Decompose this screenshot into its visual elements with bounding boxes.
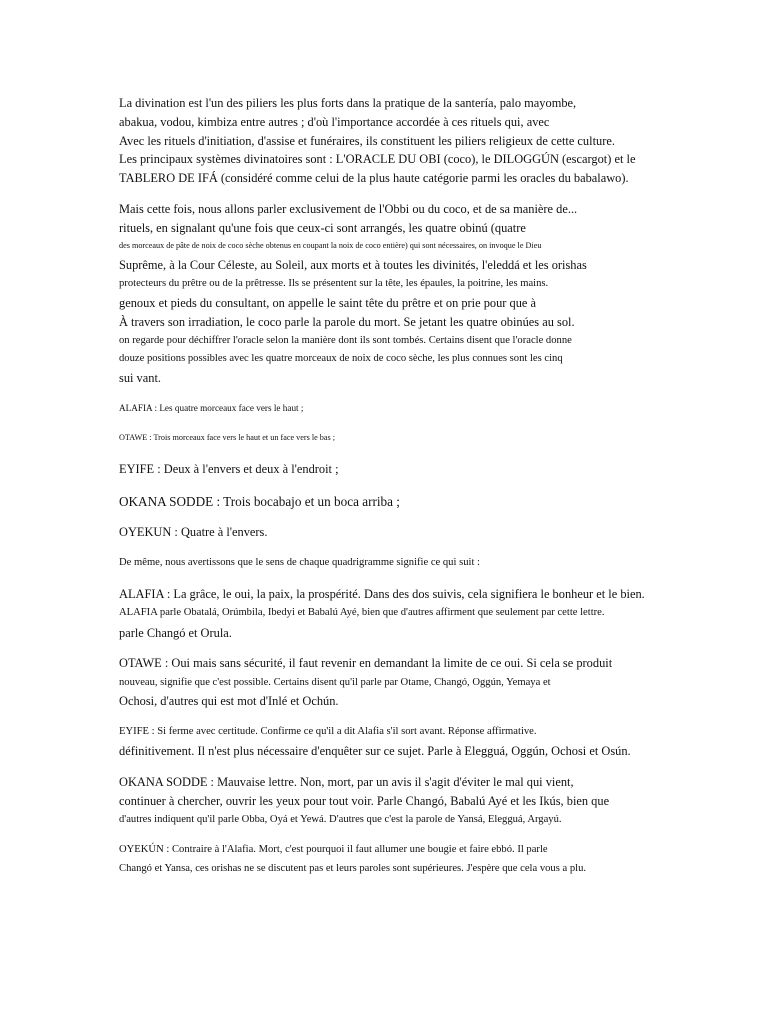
text-line: des morceaux de pâte de noix de coco sèche obtenus en coupant la noix de coco entière) qui sont nécessaires, on invoque le Dieu xyxy=(119,241,542,250)
position-okana-sodde: OKANA SODDE : Trois bocabajo et un boca arriba ; xyxy=(119,494,400,509)
text-line: OYEKÚN : Contraire à l'Alafia. Mort, c'est pourquoi il faut allumer une bougie et faire ebbó. Il parle xyxy=(119,844,548,855)
text-line: rituels, en signalant qu'une fois que ceux-ci sont arrangés, les quatre obinú (quatre xyxy=(119,221,526,235)
text-line: sui vant. xyxy=(119,371,161,385)
text-line: on regarde pour déchiffrer l'oracle selon la manière dont ils sont tombés. Certains disent que l'oracle donne xyxy=(119,335,572,346)
text-line: ALAFIA parle Obatalá, Orúmbila, Ibedyi et Babalú Ayé, bien que d'autres affirment que seulement par cette lettre. xyxy=(119,607,605,618)
text-line: EYIFE : Si ferme avec certitude. Confirme ce qu'il a dit Alafia s'il sort avant. Réponse affirmative. xyxy=(119,726,537,737)
position-eyife: EYIFE : Deux à l'envers et deux à l'endroit ; xyxy=(119,462,339,476)
text-line: protecteurs du prêtre ou de la prêtresse. Ils se présentent sur la tête, les épaules, la poitrine, les mains. xyxy=(119,278,549,289)
text-line: Suprême, à la Cour Céleste, au Soleil, aux morts et à toutes les divinités, l'eleddá et les orishas xyxy=(119,258,587,272)
text-line: abakua, vodou, kimbiza entre autres ; d'où l'importance accordée à ces rituels qui, avec xyxy=(119,115,550,129)
text-line: Ochosi, d'autres qui est mot d'Inlé et Ochún. xyxy=(119,694,339,708)
text-line: À travers son irradiation, le coco parle la parole du mort. Se jetant les quatre obinúes au sol. xyxy=(119,315,575,329)
text-line: genoux et pieds du consultant, on appelle le saint tête du prêtre et on prie pour que à xyxy=(119,296,537,310)
text-line: nouveau, signifie que c'est possible. Certains disent qu'il parle par Otame, Changó, Oggún, Yemaya et xyxy=(119,677,551,688)
text-line: d'autres indiquent qu'il parle Obba, Oyá et Yewá. D'autres que c'est la parole de Yansá, Elegguá, Argayú. xyxy=(119,814,562,825)
position-otawe: OTAWE : Trois morceaux face vers le haut et un face vers le bas ; xyxy=(119,433,336,442)
text-line: TABLERO DE IFÁ (considéré comme celui de la plus haute catégorie parmi les oracles du babalawo). xyxy=(119,171,629,185)
text-line: Changó et Yansa, ces orishas ne se discutent pas et leurs paroles sont supérieures. J'espère que cela vous a plu. xyxy=(119,863,587,874)
text-line: continuer à chercher, ouvrir les yeux pour tout voir. Parle Changó, Babalú Ayé et les Ikús, bien que xyxy=(119,794,610,808)
text-line: ALAFIA : La grâce, le oui, la paix, la prospérité. Dans des dos suivis, cela signifiera le bonheur et le bien. xyxy=(119,587,645,601)
position-oyekun: OYEKUN : Quatre à l'envers. xyxy=(119,525,268,539)
text-line: Avec les rituels d'initiation, d'assise et funéraires, ils constituent les piliers religieux de cette culture. xyxy=(119,134,615,148)
text-line: Les principaux systèmes divinatoires sont : L'ORACLE DU OBI (coco), le DILOGGÚN (escargot) et le xyxy=(119,152,636,166)
position-alafia: ALAFIA : Les quatre morceaux face vers le haut ; xyxy=(119,403,304,413)
meaning-intro: De même, nous avertissons que le sens de chaque quadrigramme signifie ce qui suit : xyxy=(119,557,480,568)
text-line: La divination est l'un des piliers les plus forts dans la pratique de la santería, palo mayombe, xyxy=(119,96,577,110)
text-line: OKANA SODDE : Mauvaise lettre. Non, mort, par un avis il s'agit d'éviter le mal qui vient, xyxy=(119,775,574,789)
text-line: Mais cette fois, nous allons parler exclusivement de l'Obbi ou du coco, et de sa manière de... xyxy=(119,202,578,216)
text-line: douze positions possibles avec les quatre morceaux de noix de coco sèche, les plus connues sont les cinq xyxy=(119,353,563,364)
text-line: définitivement. Il n'est plus nécessaire d'enquêter sur ce sujet. Parle à Elegguá, Oggún, Ochosi et Osún. xyxy=(119,744,631,758)
text-line: OTAWE : Oui mais sans sécurité, il faut revenir en demandant la limite de ce oui. Si cela se produit xyxy=(119,656,613,670)
text-line: parle Changó et Orula. xyxy=(119,626,232,640)
